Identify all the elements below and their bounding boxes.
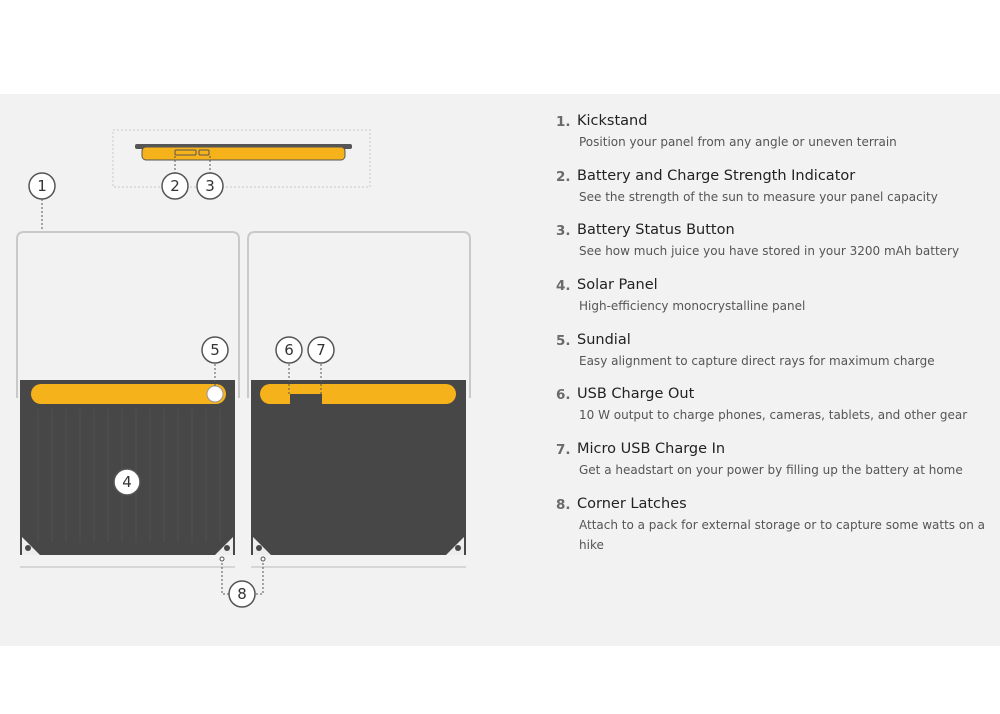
legend-description: High-efficiency monocrystalline panel (579, 299, 806, 314)
legend-number: 4. (556, 278, 571, 295)
legend-number: 6. (556, 387, 571, 404)
legend-description: Get a headstart on your power by filling up the battery at home (579, 463, 963, 478)
legend-number: 2. (556, 168, 571, 185)
legend-title: Solar Panel (577, 277, 658, 294)
callout-7 (308, 337, 334, 363)
callout-6 (276, 337, 302, 363)
legend-description: Attach to a pack for external storage or to capture some watts on a hike (579, 517, 985, 552)
feature-legend (556, 112, 986, 555)
callout-5 (202, 337, 228, 363)
callout-1 (29, 173, 55, 199)
legend-description: See how much juice you have stored in your 3200 mAh battery (579, 244, 960, 259)
product-diagram (0, 94, 540, 646)
sundial-icon (207, 386, 223, 402)
legend-number: 8. (556, 496, 571, 513)
svg-text:2: 2 (170, 177, 180, 195)
legend-title: USB Charge Out (577, 386, 695, 403)
legend-number: 7. (556, 442, 571, 459)
legend-number: 5. (556, 332, 571, 349)
legend-title: Battery Status Button (577, 222, 735, 239)
kickstand-front (17, 232, 239, 398)
legend-title: Sundial (577, 331, 631, 348)
svg-text:7: 7 (316, 341, 326, 359)
svg-text:5: 5 (210, 341, 220, 359)
legend-number: 1. (556, 114, 571, 130)
legend-item-sundial (556, 331, 986, 386)
usb-ports (290, 394, 322, 404)
svg-text:8: 8 (237, 585, 247, 603)
solar-panel-back (251, 380, 466, 555)
callout-2 (162, 173, 188, 199)
legend-description: Easy alignment to capture direct rays for maximum charge (579, 353, 935, 368)
kickstand-back (248, 232, 470, 398)
legend-description: Position your panel from any angle or uneven terrain (579, 135, 897, 149)
svg-text:4: 4 (122, 473, 132, 491)
callout-8 (229, 581, 255, 607)
legend-item-usb-out (556, 385, 986, 440)
legend-item-corner-latches (556, 495, 986, 555)
callout-3 (197, 173, 223, 199)
legend-description: 10 W output to charge phones, cameras, tablets, and other gear (579, 408, 968, 423)
legend-item-micro-usb-in (556, 440, 986, 495)
svg-text:6: 6 (284, 341, 294, 359)
svg-text:1: 1 (37, 177, 47, 195)
legend-item-status-button (556, 221, 986, 276)
legend-title: Battery and Charge Strength Indicator (577, 167, 856, 184)
legend-title: Corner Latches (577, 495, 687, 512)
solar-panel-front (20, 380, 235, 555)
legend-number: 3. (556, 223, 571, 240)
legend-item-charge-indicator (556, 167, 986, 222)
legend-item-solar-panel (556, 276, 986, 331)
legend-title: Micro USB Charge In (577, 441, 726, 458)
legend-item-kickstand (556, 112, 986, 167)
legend-title: Kickstand (577, 113, 648, 129)
top-view-device (135, 144, 352, 160)
svg-text:3: 3 (205, 177, 215, 195)
legend-description: See the strength of the sun to measure your panel capacity (579, 189, 938, 204)
callout-4 (114, 469, 140, 495)
